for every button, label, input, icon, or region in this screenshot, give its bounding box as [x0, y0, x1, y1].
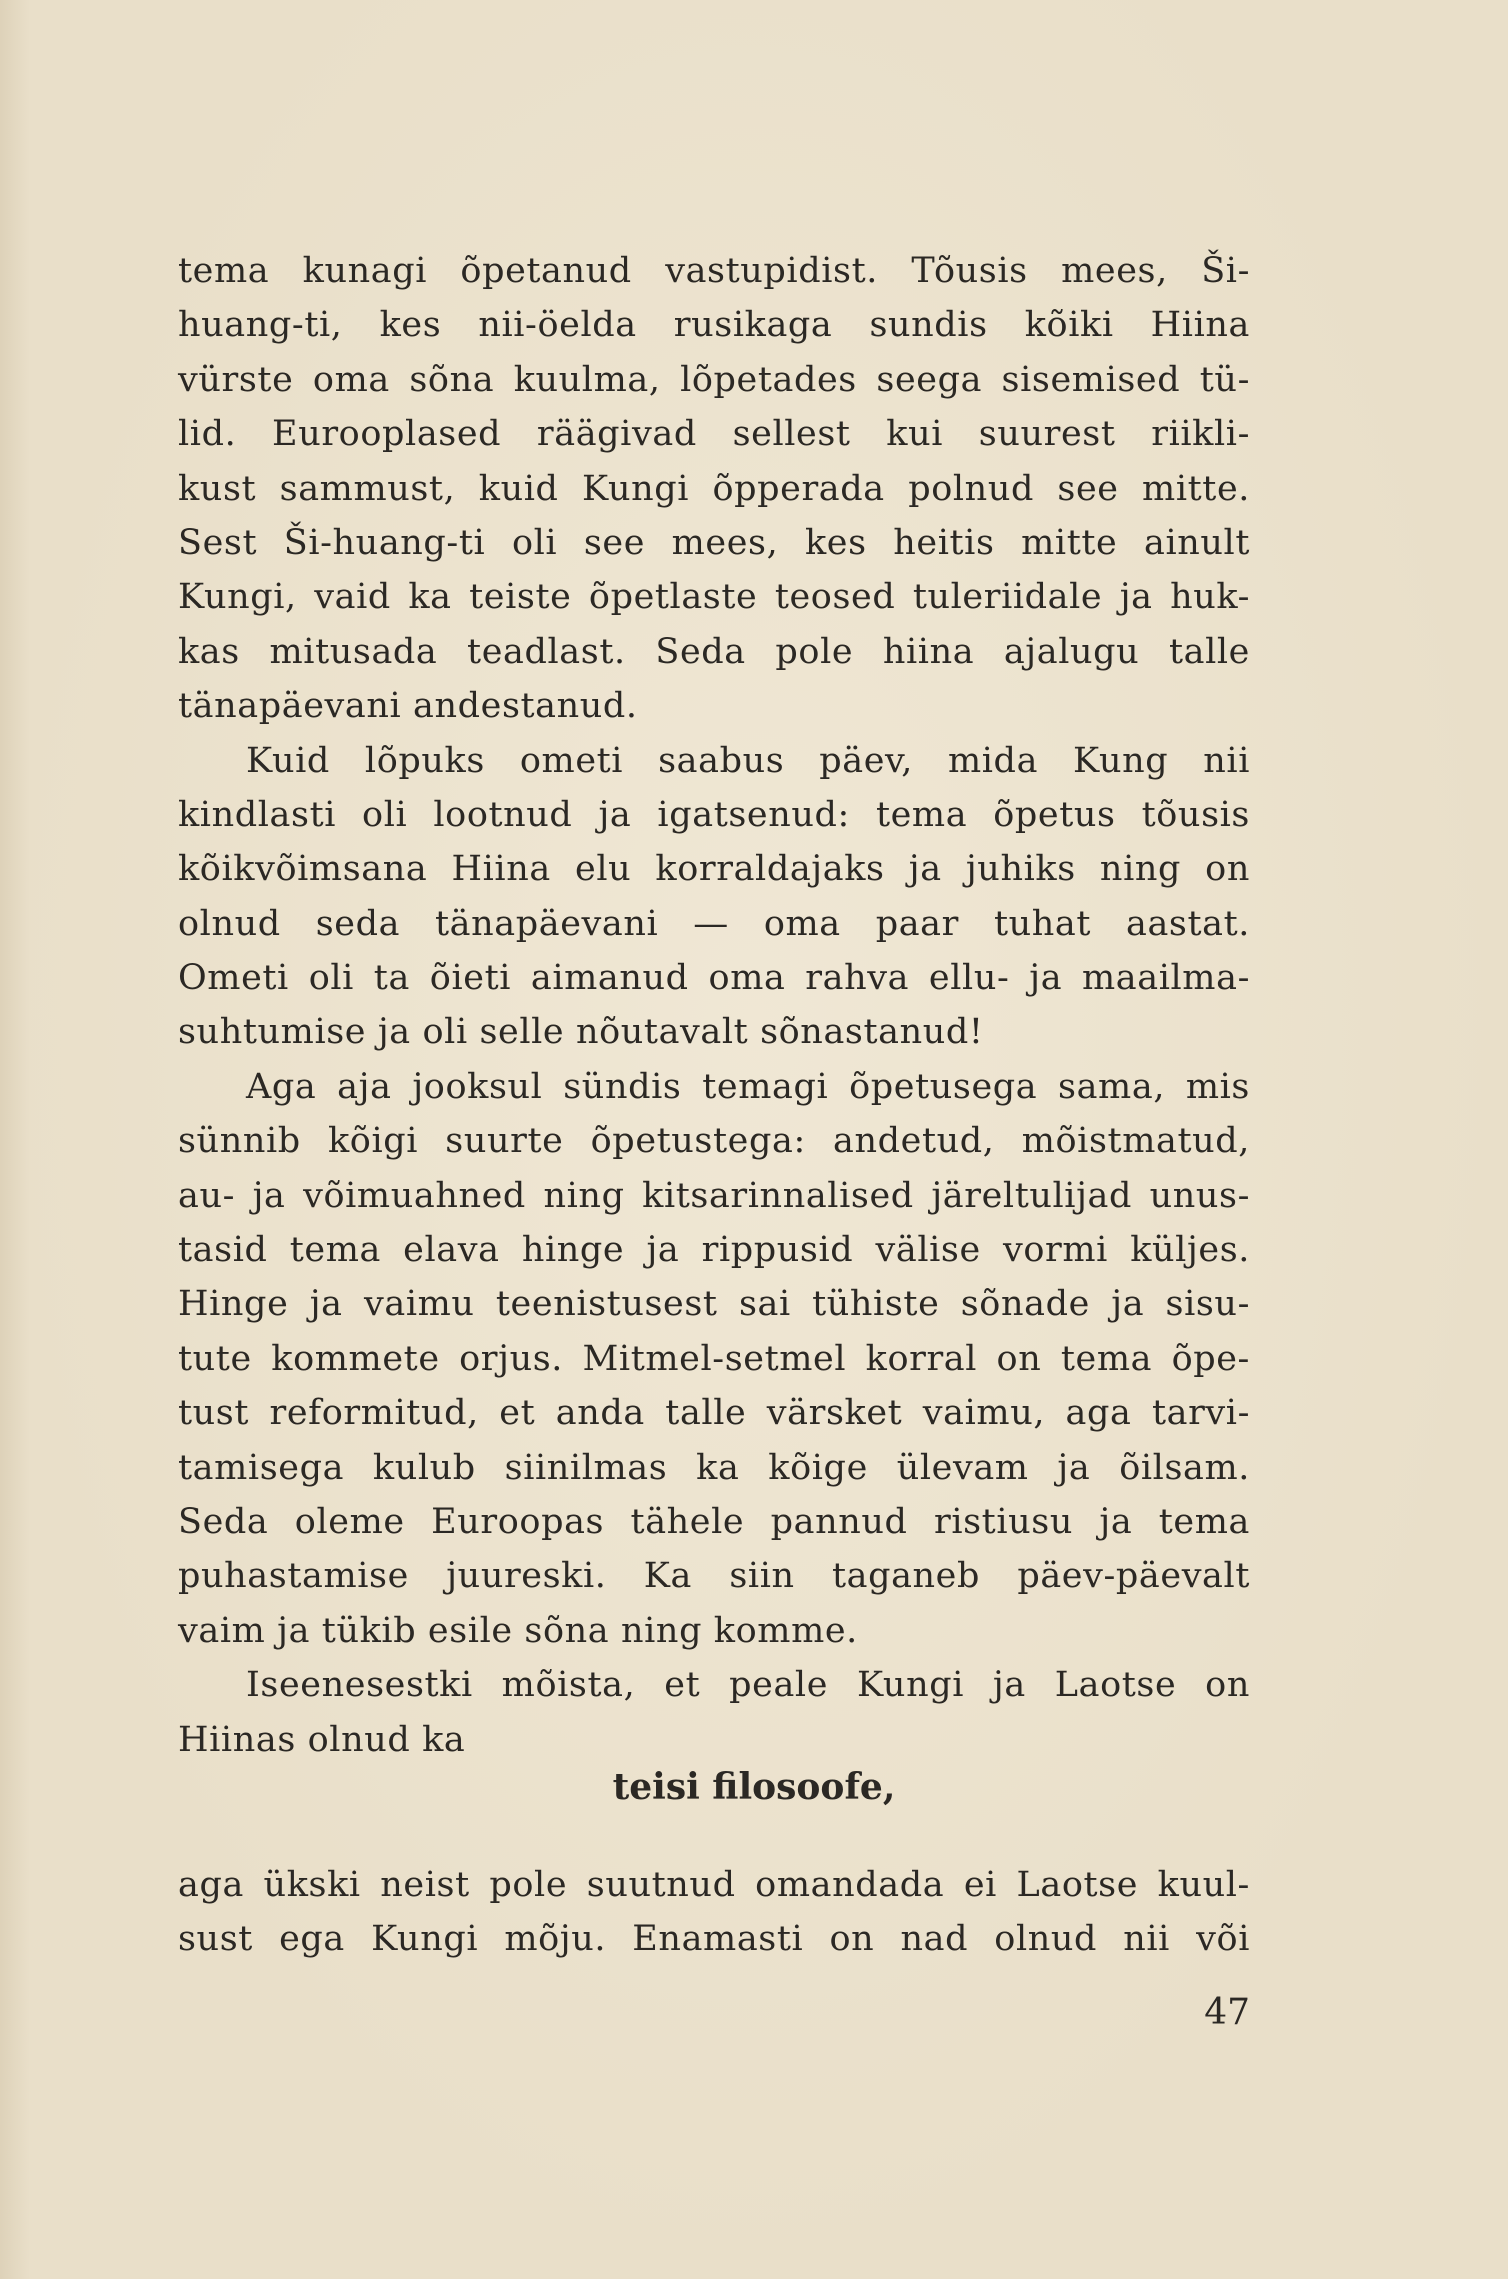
- text-line: vaim ja tükib esile sõna ning komme.: [178, 1610, 858, 1651]
- text-line: lid. Eurooplased räägivad sellest kui suurest riikli-: [178, 414, 1250, 455]
- body-text-block-2: [178, 1858, 1250, 1967]
- text-line: puhastamise juureski. Ka siin taganeb päev-päevalt: [178, 1556, 1250, 1597]
- text-line: Kuid lõpuks ometi saabus päev, mida Kung nii: [246, 740, 1250, 781]
- section-heading: teisi filosoofe,: [612, 1766, 896, 1808]
- text-line: huang-ti, kes nii-öelda rusikaga sundis kõiki Hiina: [178, 305, 1250, 346]
- text-line: Kungi, vaid ka teiste õpetlaste teosed tuleriidale ja huk-: [178, 577, 1250, 618]
- text-line: tasid tema elava hinge ja rippusid välise vormi küljes.: [178, 1230, 1250, 1271]
- text-line: tute kommete orjus. Mitmel-setmel korral on tema õpe-: [178, 1338, 1250, 1379]
- text-line: kust sammust, kuid Kungi õpperada polnud see mitte.: [178, 468, 1250, 509]
- text-line: vürste oma sõna kuulma, lõpetades seega sisemised tü-: [178, 359, 1250, 400]
- text-line: sust ega Kungi mõju. Enamasti on nad olnud nii või: [178, 1919, 1250, 1960]
- text-line: Hinge ja vaimu teenistusest sai tühiste sõnade ja sisu-: [178, 1284, 1250, 1325]
- text-line: Seda oleme Euroopas tähele pannud ristiusu ja tema: [178, 1501, 1250, 1542]
- text-line: sünnib kõigi suurte õpetustega: andetud, mõistmatud,: [178, 1121, 1250, 1162]
- text-line: aga ükski neist pole suutnud omandada ei Laotse kuul-: [178, 1865, 1250, 1905]
- text-line: Sest Ši-huang-ti oli see mees, kes heitis mitte ainult: [178, 522, 1250, 563]
- text-line: Aga aja jooksul sündis temagi õpetusega sama, mis: [246, 1066, 1250, 1107]
- text-line: Iseenesestki mõista, et peale Kungi ja Laotse on: [246, 1665, 1250, 1706]
- text-line: tust reformitud, et anda talle värsket vaimu, aga tarvi-: [178, 1393, 1250, 1434]
- text-line: Ometi oli ta õieti aimanud oma rahva ellu- ja maailma-: [178, 958, 1250, 999]
- text-line: au- ja võimuahned ning kitsarinnalised järeltulijad unus-: [178, 1175, 1250, 1216]
- text-line: olnud seda tänapäevani — oma paar tuhat aastat.: [178, 903, 1250, 944]
- text-line: tema kunagi õpetanud vastupidist. Tõusis mees, Ši-: [178, 251, 1250, 291]
- page-number: 47: [1204, 1992, 1250, 2033]
- text-line: kindlasti oli lootnud ja igatsenud: tema õpetus tõusis: [178, 794, 1250, 835]
- text-line: kõikvõimsana Hiina elu korraldajaks ja juhiks ning on: [178, 849, 1250, 890]
- text-line: kas mitusada teadlast. Seda pole hiina ajalugu talle: [178, 631, 1250, 672]
- text-line: Hiinas olnud ka: [178, 1719, 466, 1760]
- body-text-block-1: [178, 244, 1250, 1767]
- text-line: tamisega kulub siinilmas ka kõige ülevam ja õilsam.: [178, 1447, 1250, 1488]
- text-line: suhtumise ja oli selle nõutavalt sõnastanud!: [178, 1012, 984, 1053]
- text-line: tänapäevani andestanud.: [178, 686, 638, 727]
